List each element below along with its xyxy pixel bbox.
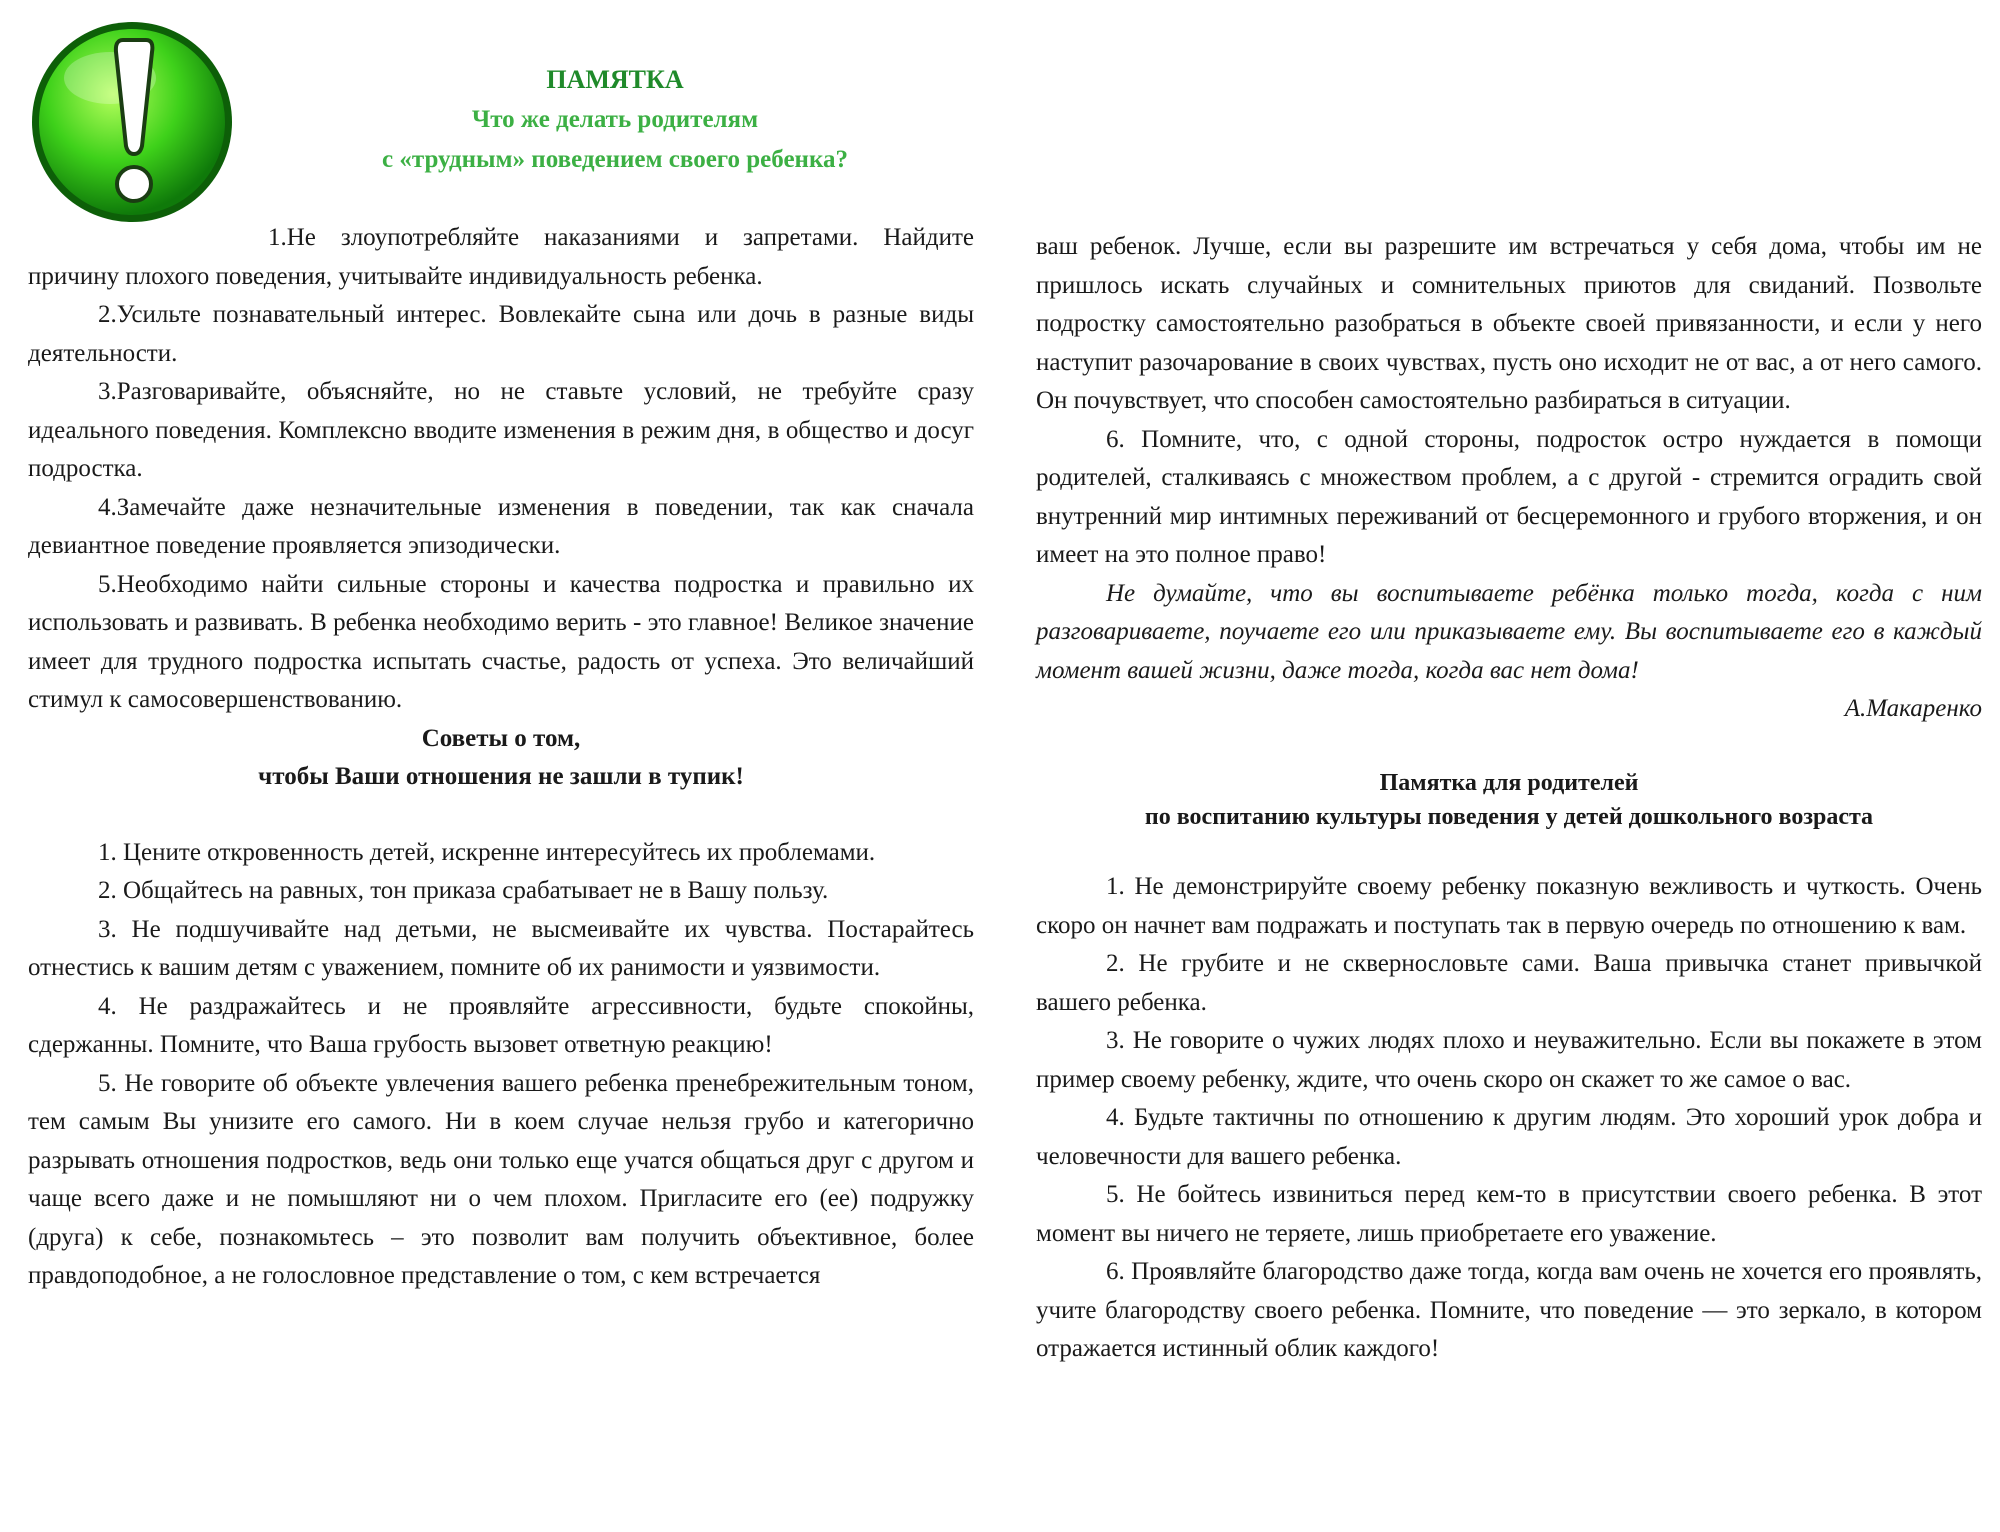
section-title: Советы о том, <box>421 724 581 752</box>
paragraph: ваш ребенок. Лучше, если вы разрешите им встречаться у себя дома, чтобы им не пришлось искать случайных и сомнительных приютов для свиданий. Позвольте подростку самостоятельно разобраться в объекте своей привязанности, и если у него наступит разочарование в своих чувствах, пусть оно исходит не от вас, а от него самого. Он почувствует, что способен самостоятельно разбираться в ситуации. <box>1036 233 1982 414</box>
list-item: 2. Общайтесь на равных, тон приказа срабатывает не в Вашу пользу. <box>98 877 829 904</box>
page-title: ПАМЯТКА <box>546 65 684 94</box>
list-item: 6. Помните, что, с одной стороны, подросток остро нуждается в помощи родителей, сталкиваясь с множеством проблем, а с другой - стремится оградить свой внутренний мир интимных переживаний от бесцеремонного и грубого вторжения, и он имеет на это полное право! <box>1036 425 1982 568</box>
section-title: чтобы Ваши отношения не зашли в тупик! <box>258 762 744 790</box>
list-item: 6. Проявляйте благородство даже тогда, когда вам очень не хочется его проявлять, учите благородству своего ребенка. Помните, что поведение — это зеркало, в котором отражается истинный облик каждого! <box>1036 1258 1982 1362</box>
list-item: 4. Будьте тактичны по отношению к другим людям. Это хороший урок добра и человечности для вашего ребенка. <box>1036 1104 1982 1170</box>
quote: Не думайте, что вы воспитываете ребёнка только тогда, когда с ним разговариваете, поучаете его или приказываете ему. Вы воспитываете его в каждый момент вашей жизни, даже тогда, когда вас нет дома! <box>1036 579 1982 684</box>
section-title: по воспитанию культуры поведения у детей дошкольного возраста <box>1144 804 1874 830</box>
paragraph: 1.Не злоупотребляйте наказаниями и запретами. Найдите причину плохого поведения, учитывайте индивидуальность ребенка. <box>28 224 974 290</box>
list-item: 1. Цените откровенность детей, искренне интересуйтесь их проблемами. <box>98 838 876 866</box>
page-subtitle-line1: Что же делать родителям <box>471 106 759 133</box>
list-item: 5. Не говорите об объекте увлечения вашего ребенка пренебрежительным тоном, тем самым Вы унизите его самого. Ни в коем случае нельзя грубо и категорично разрывать отношения подростков, ведь они только еще учатся общаться друг с другом и чаще всего даже и не помышляют ни о чем плохом. Пригласите его (ее) подружку (друга) к себе, познакомьтесь – это позволит вам получить объективное, более правдоподобное, а не голословное представление о том, с кем встречается <box>28 1069 974 1289</box>
section-title: Памятка для родителей <box>1379 770 1639 796</box>
paragraph: 3.Разговаривайте, объясняйте, но не ставьте условий, не требуйте сразу идеального поведения. Комплексно вводите изменения в режим дня, в общество и досуг подростка. <box>28 378 974 482</box>
list-item: 5. Не бойтесь извиниться перед кем-то в присутствии своего ребенка. В этот момент вы ничего не теряете, лишь приобретаете его уважение. <box>1036 1181 1982 1247</box>
list-item: 4. Не раздражайтесь и не проявляйте агрессивности, будьте спокойны, сдержанны. Помните, что Ваша грубость вызовет ответную реакцию! <box>28 992 974 1058</box>
page-header <box>250 60 980 180</box>
left-column <box>28 219 974 1296</box>
quote-author: А.Макаренко <box>1844 695 1982 722</box>
list-item: 2. Не грубите и не сквернословьте сами. Ваша привычка станет привычкой вашего ребенка. <box>1036 950 1982 1016</box>
exclamation-icon <box>28 18 236 226</box>
paragraph: 2.Усильте познавательный интерес. Вовлекайте сына или дочь в разные виды деятельности. <box>28 301 974 367</box>
paragraph: 5.Необходимо найти сильные стороны и качества подростка и правильно их использовать и развивать. В ребенка необходимо верить - это главное! Великое значение имеет для трудного подростка испытать счастье, радость от успеха. Это величайший стимул к самосовершенствованию. <box>28 570 974 713</box>
list-item: 1. Не демонстрируйте своему ребенку показную вежливость и чуткость. Очень скоро он начнет вам подражать и поступать так в первую очередь по отношению к вам. <box>1036 873 1982 939</box>
right-column <box>1036 228 1982 1369</box>
page-subtitle-line2: с «трудным» поведением своего ребенка? <box>382 146 848 173</box>
list-item: 3. Не говорите о чужих людях плохо и неуважительно. Если вы покажете в этом пример своему ребенку, ждите, что очень скоро он скажет то же самое о вас. <box>1036 1027 1982 1093</box>
paragraph: 4.Замечайте даже незначительные изменения в поведении, так как сначала девиантное поведение проявляется эпизодически. <box>28 493 974 559</box>
list-item: 3. Не подшучивайте над детьми, не высмеивайте их чувства. Постарайтесь отнестись к вашим детям с уважением, помните об их ранимости и уязвимости. <box>28 915 974 981</box>
